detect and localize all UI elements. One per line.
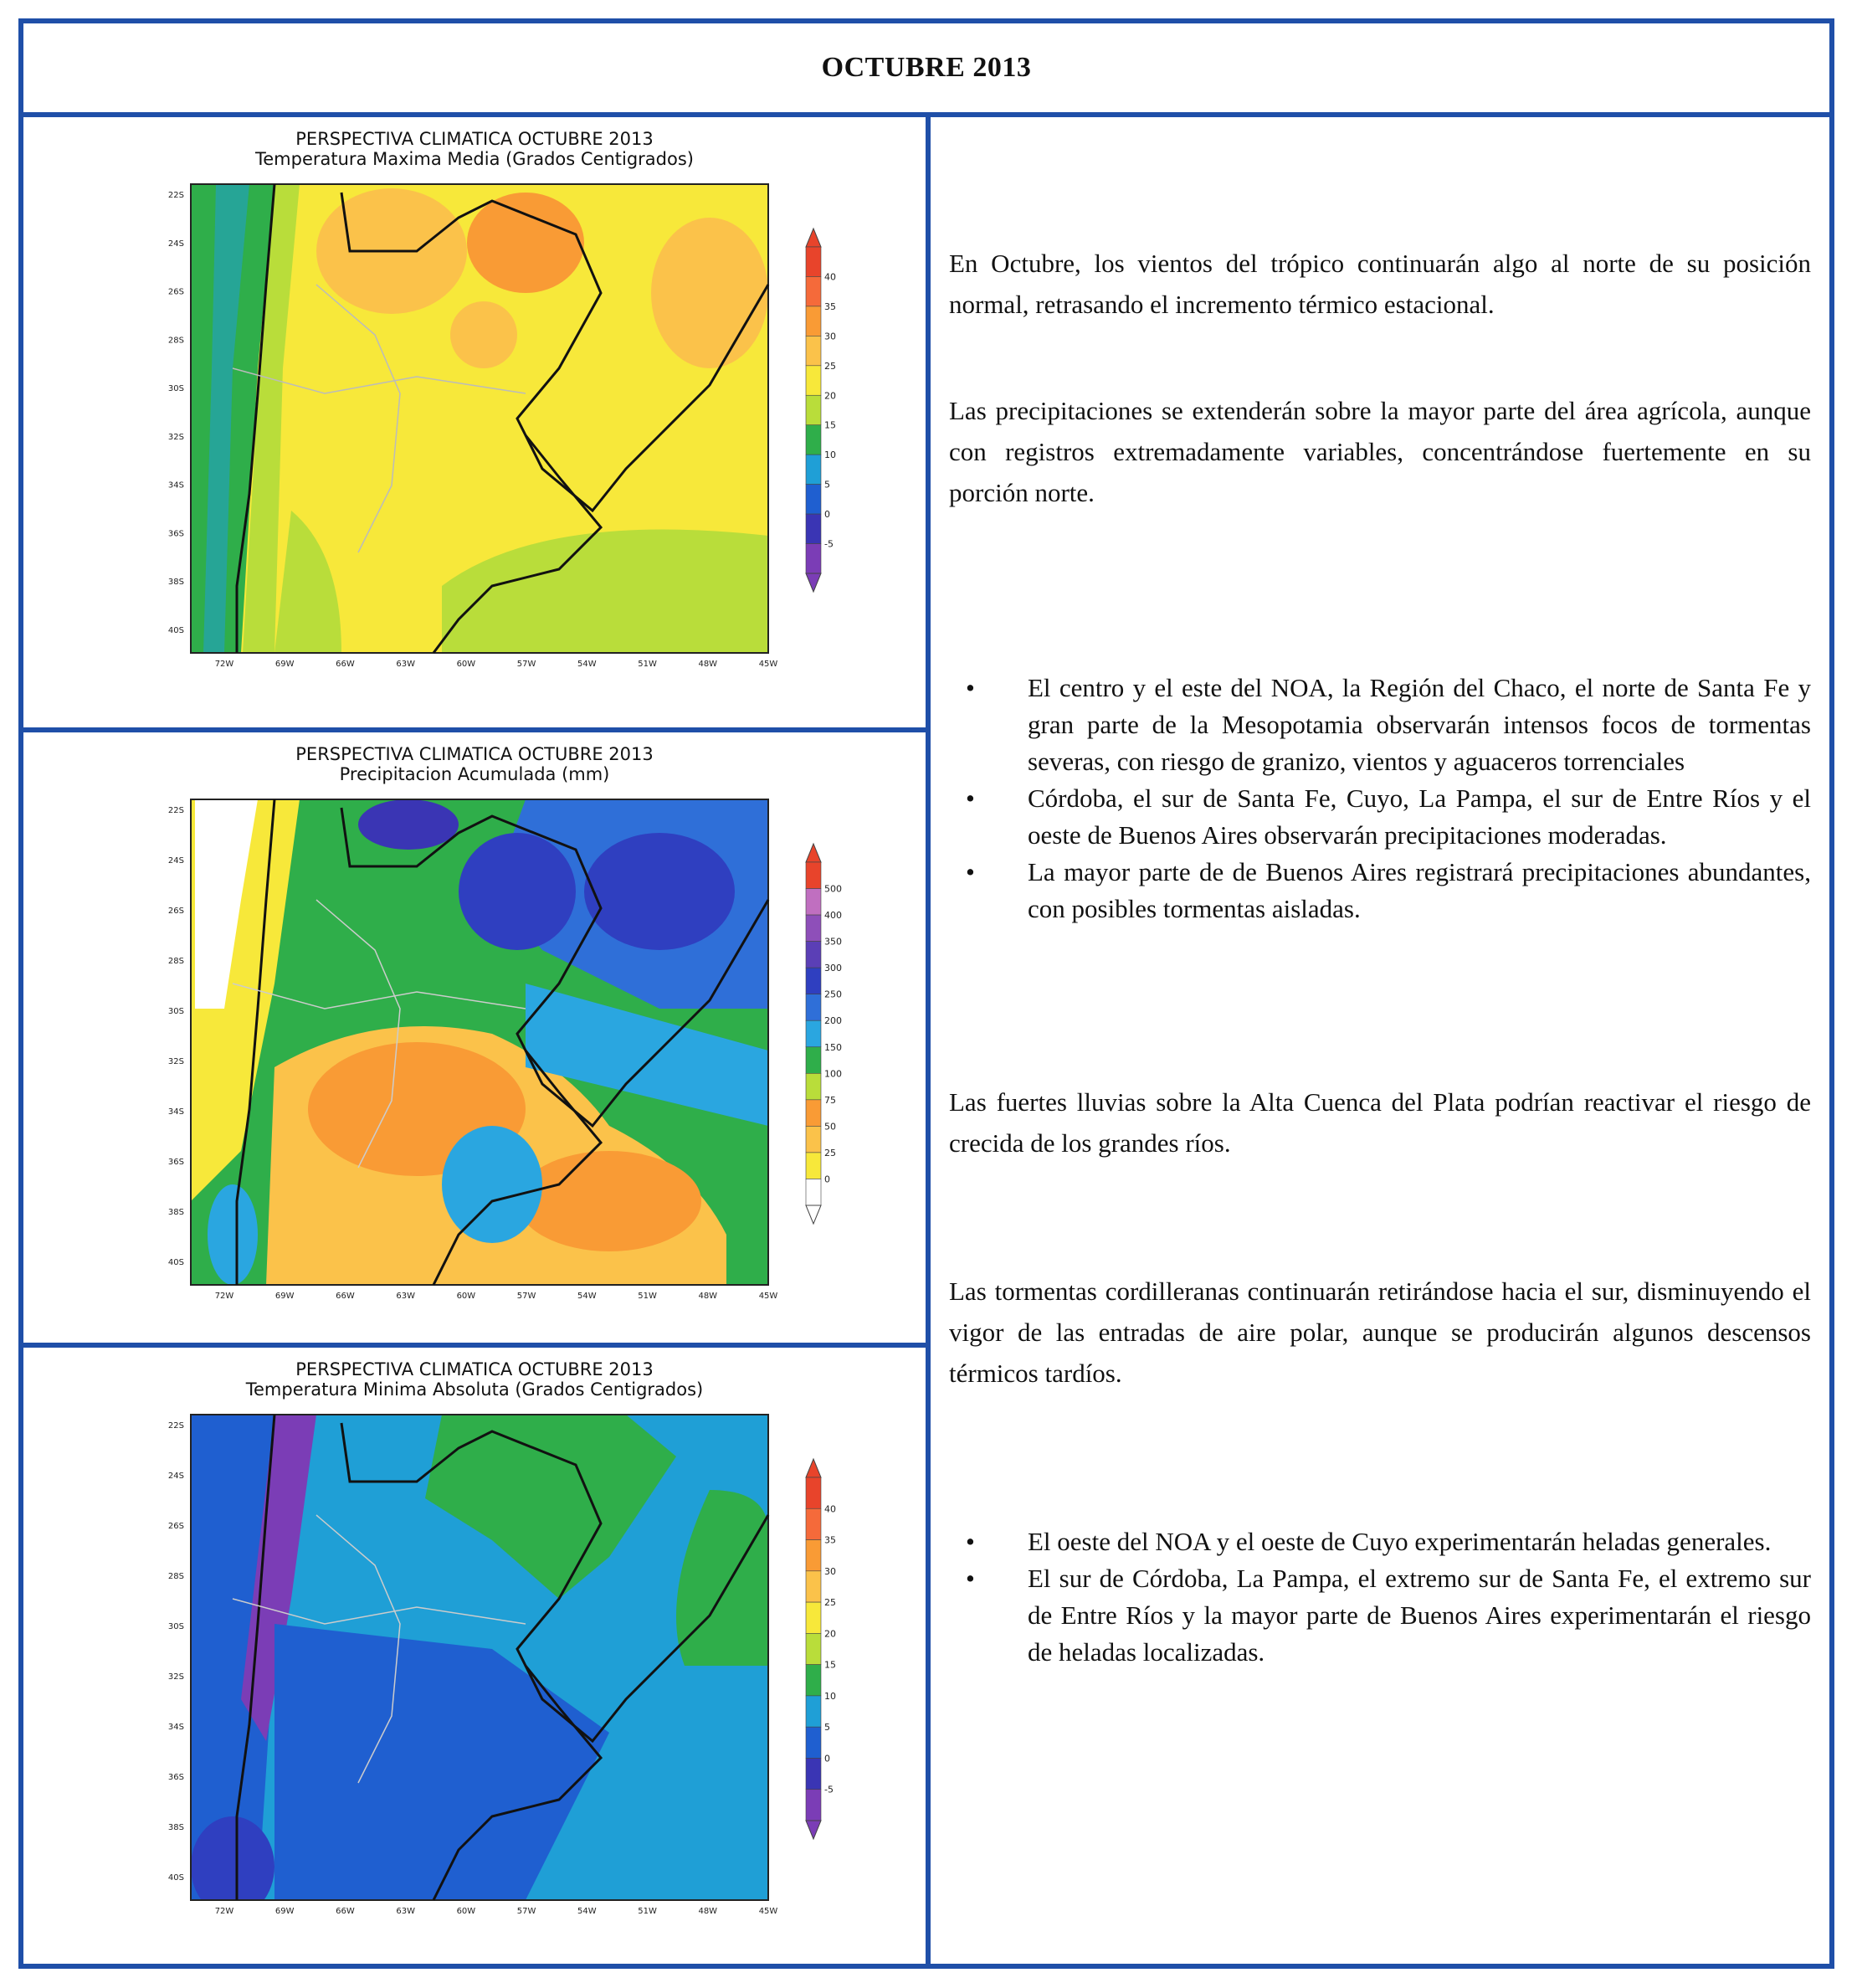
map-title-line1: PERSPECTIVA CLIMATICA OCTUBRE 2013 xyxy=(295,129,654,149)
lat-tick-label: 30S xyxy=(167,1622,184,1631)
list-item: • El oeste del NOA y el oeste de Cuyo experimentarán heladas generales. xyxy=(1028,1523,1811,1560)
page-frame xyxy=(18,18,1834,1969)
legend-precip xyxy=(23,732,926,1343)
colorbar-segment xyxy=(806,1477,821,1508)
lon-tick-label: 54W xyxy=(577,1292,597,1301)
colorbar-segment xyxy=(806,1790,821,1821)
colorbar-tick-label: 150 xyxy=(824,1041,842,1053)
colorbar-tick-label: 35 xyxy=(824,1534,836,1546)
lon-tick-label: 63W xyxy=(396,660,415,669)
lon-tick-label: 60W xyxy=(456,1292,476,1301)
lon-tick-label: 45W xyxy=(758,1907,778,1916)
colorbar-tick-label: 0 xyxy=(824,1174,830,1185)
colorbar-tick-label: 25 xyxy=(824,1147,836,1158)
lon-tick-label: 54W xyxy=(577,660,597,669)
colorbar-segment xyxy=(806,395,821,424)
colorbar-segment xyxy=(806,1508,821,1539)
map-title-line2: Precipitacion Acumulada (mm) xyxy=(339,764,610,784)
lat-tick-label: 34S xyxy=(167,480,184,491)
colorbar-tick-label: 10 xyxy=(824,1690,836,1702)
paragraph-precipitaciones: Las precipitaciones se extenderán sobre la mayor parte del área agrícola, aunque con registros extremadamente variables, concentrándose fuertemente en su porción norte. xyxy=(949,396,1811,507)
colorbar-tick-label: 0 xyxy=(824,1753,830,1765)
map-title-line2: Temperatura Minima Absoluta (Grados Centigrados) xyxy=(245,1379,704,1400)
colorbar-tick-label: 20 xyxy=(824,390,836,402)
colorbar-segment xyxy=(806,366,821,395)
lat-tick-label: 30S xyxy=(167,384,184,394)
lon-tick-label: 45W xyxy=(758,1292,778,1301)
colorbar-segment xyxy=(806,544,821,573)
lon-tick-label: 63W xyxy=(396,1907,415,1916)
lat-tick-label: 28S xyxy=(167,957,184,966)
colorbar-tick-label: 250 xyxy=(824,989,842,1000)
colorbar-segment xyxy=(806,1047,821,1074)
lat-tick-label: 28S xyxy=(167,1572,184,1581)
colorbar-segment xyxy=(806,1073,821,1100)
map-panel-tmax xyxy=(23,117,926,732)
lon-tick-label: 69W xyxy=(274,1907,295,1916)
lat-tick-label: 38S xyxy=(167,578,184,588)
lon-tick-label: 72W xyxy=(214,660,234,669)
lon-tick-label: 57W xyxy=(516,1292,536,1301)
colorbar-tick-label: -5 xyxy=(824,538,834,550)
legend-tmax xyxy=(23,117,926,727)
legend-tmin xyxy=(23,1348,926,1958)
colorbar-tick-label: 15 xyxy=(824,419,836,431)
colorbar-segment xyxy=(806,485,821,514)
colorbar-segment xyxy=(806,1602,821,1633)
lat-tick-label: 38S xyxy=(167,1208,184,1217)
colorbar-tick-label: 5 xyxy=(824,479,830,491)
lat-tick-label: 34S xyxy=(167,1107,184,1117)
lon-tick-label: 60W xyxy=(456,660,476,669)
lat-tick-label: 38S xyxy=(167,1823,184,1832)
colorbar-segment xyxy=(806,1153,821,1179)
colorbar-segment xyxy=(806,968,821,994)
lon-tick-label: 45W xyxy=(758,660,778,669)
colorbar-segment xyxy=(806,915,821,942)
colorbar-segment xyxy=(806,1100,821,1127)
lat-tick-label: 22S xyxy=(167,806,184,815)
title-row xyxy=(23,23,1829,117)
lat-tick-label: 22S xyxy=(167,1421,184,1431)
list-item: • El centro y el este del NOA, la Región del Chaco, el norte de Santa Fe y gran parte de la Mesopotamia observarán intensos focos de tormentas severas, con riesgo de granizo, vientos y aguaceros torrenciales xyxy=(1028,670,1811,780)
colorbar-segment xyxy=(806,306,821,336)
colorbar-segment xyxy=(806,1758,821,1789)
text-column xyxy=(931,117,1829,1964)
map-title-line1: PERSPECTIVA CLIMATICA OCTUBRE 2013 xyxy=(295,744,654,764)
colorbar-tick-label: 40 xyxy=(824,1503,836,1515)
colorbar-segment xyxy=(806,1179,821,1205)
colorbar-tick-label: 300 xyxy=(824,963,842,974)
colorbar-segment xyxy=(806,1665,821,1696)
lon-tick-label: 72W xyxy=(214,1292,234,1301)
colorbar-arrow-bottom xyxy=(806,1821,821,1839)
colorbar-tick-label: 25 xyxy=(824,1597,836,1609)
lat-tick-label: 36S xyxy=(167,529,184,539)
maps-column xyxy=(23,117,931,1964)
map-panel-precip xyxy=(23,732,926,1348)
bullet-list-heladas xyxy=(1028,1523,1811,1671)
map-title-line1: PERSPECTIVA CLIMATICA OCTUBRE 2013 xyxy=(295,1359,654,1379)
paragraph-cordilleranas: Las tormentas cordilleranas continuarán retirándose hacia el sur, disminuyendo el vigor de las entradas de aire polar, aunque se producirán algunos descensos térmicos tardíos. xyxy=(949,1277,1811,1388)
colorbar-tick-label: 15 xyxy=(824,1659,836,1671)
colorbar-segment xyxy=(806,994,821,1021)
lon-tick-label: 48W xyxy=(698,1292,718,1301)
lon-tick-label: 54W xyxy=(577,1907,597,1916)
lon-tick-label: 69W xyxy=(274,1292,295,1301)
colorbar-tick-label: -5 xyxy=(824,1784,834,1795)
lon-tick-label: 66W xyxy=(336,1292,355,1301)
lon-tick-label: 48W xyxy=(698,660,718,669)
colorbar-tick-label: 5 xyxy=(824,1722,830,1734)
lat-tick-label: 32S xyxy=(167,432,184,442)
colorbar-segment xyxy=(806,1126,821,1153)
colorbar-segment xyxy=(806,1633,821,1664)
colorbar-tick-label: 35 xyxy=(824,301,836,312)
colorbar-tick-label: 200 xyxy=(824,1015,842,1027)
colorbar-segment xyxy=(806,425,821,455)
colorbar-tick-label: 75 xyxy=(824,1094,836,1106)
lat-tick-label: 26S xyxy=(167,287,184,297)
colorbar-segment xyxy=(806,1696,821,1727)
lat-tick-label: 30S xyxy=(167,1007,184,1016)
lat-tick-label: 26S xyxy=(167,1522,184,1531)
lon-tick-label: 72W xyxy=(214,1907,234,1916)
list-item: • El sur de Córdoba, La Pampa, el extremo sur de Santa Fe, el extremo sur de Entre Ríos y la mayor parte de Buenos Aires experimentarán el riesgo de heladas localizadas. xyxy=(1028,1560,1811,1671)
colorbar-tick-label: 0 xyxy=(824,509,830,521)
colorbar-arrow-bottom xyxy=(806,1205,821,1224)
map-panel-tmin xyxy=(23,1348,926,1963)
colorbar-arrow-top xyxy=(806,229,821,247)
lon-tick-label: 48W xyxy=(698,1907,718,1916)
colorbar-tick-label: 100 xyxy=(824,1068,842,1080)
page-title: OCTUBRE 2013 xyxy=(821,52,1032,83)
colorbar-tick-label: 10 xyxy=(824,449,836,461)
lon-tick-label: 66W xyxy=(336,660,355,669)
colorbar-tick-label: 350 xyxy=(824,936,842,948)
bullet-list-tormentas xyxy=(1028,670,1811,927)
colorbar-arrow-bottom xyxy=(806,573,821,592)
colorbar-segment xyxy=(806,247,821,276)
colorbar-tick-label: 30 xyxy=(824,331,836,342)
colorbar-tick-label: 50 xyxy=(824,1121,836,1133)
paragraph-alta-cuenca: Las fuertes lluvias sobre la Alta Cuenca del Plata podrían reactivar el riesgo de crecida de los grandes ríos. xyxy=(949,1087,1811,1158)
lon-tick-label: 60W xyxy=(456,1907,476,1916)
lat-tick-label: 40S xyxy=(167,1873,184,1883)
lat-tick-label: 24S xyxy=(167,239,184,249)
colorbar-segment xyxy=(806,1020,821,1047)
map-title-line2: Temperatura Maxima Media (Grados Centigrados) xyxy=(255,149,694,169)
colorbar-segment xyxy=(806,1540,821,1571)
lon-tick-label: 63W xyxy=(396,1292,415,1301)
colorbar-arrow-top xyxy=(806,844,821,862)
colorbar-segment xyxy=(806,455,821,484)
list-item: • Córdoba, el sur de Santa Fe, Cuyo, La Pampa, el sur de Entre Ríos y el oeste de Buenos Aires observarán precipitaciones moderadas. xyxy=(1028,780,1811,854)
colorbar-segment xyxy=(806,862,821,889)
lat-tick-label: 40S xyxy=(167,626,184,635)
lat-tick-label: 36S xyxy=(167,1158,184,1167)
colorbar-arrow-top xyxy=(806,1459,821,1477)
lat-tick-label: 32S xyxy=(167,1672,184,1682)
colorbar-tick-label: 500 xyxy=(824,883,842,895)
colorbar-segment xyxy=(806,942,821,968)
lat-tick-label: 40S xyxy=(167,1258,184,1267)
lat-tick-label: 22S xyxy=(167,191,184,200)
colorbar-segment xyxy=(806,276,821,306)
colorbar-tick-label: 40 xyxy=(824,271,836,283)
lon-tick-label: 51W xyxy=(638,660,657,669)
colorbar-tick-label: 20 xyxy=(824,1628,836,1640)
lat-tick-label: 24S xyxy=(167,1472,184,1481)
colorbar-segment xyxy=(806,336,821,365)
colorbar-tick-label: 400 xyxy=(824,910,842,922)
colorbar-tick-label: 25 xyxy=(824,360,836,372)
lat-tick-label: 34S xyxy=(167,1723,184,1732)
lat-tick-label: 24S xyxy=(167,856,184,866)
lat-tick-label: 26S xyxy=(167,907,184,916)
list-item: • La mayor parte de de Buenos Aires registrará precipitaciones abundantes, con posibles tormentas aisladas. xyxy=(1028,854,1811,927)
colorbar-segment xyxy=(806,1571,821,1602)
lon-tick-label: 66W xyxy=(336,1907,355,1916)
colorbar-segment xyxy=(806,1727,821,1758)
colorbar-segment xyxy=(806,514,821,543)
lat-tick-label: 28S xyxy=(167,336,184,346)
colorbar-segment xyxy=(806,889,821,916)
lon-tick-label: 57W xyxy=(516,660,536,669)
lat-tick-label: 36S xyxy=(167,1773,184,1782)
lon-tick-label: 51W xyxy=(638,1907,657,1916)
lon-tick-label: 51W xyxy=(638,1292,657,1301)
paragraph-vientos: En Octubre, los vientos del trópico continuarán algo al norte de su posición normal, retrasando el incremento térmico estacional. xyxy=(949,249,1811,319)
lon-tick-label: 57W xyxy=(516,1907,536,1916)
colorbar-tick-label: 30 xyxy=(824,1565,836,1577)
lon-tick-label: 69W xyxy=(274,660,295,669)
lat-tick-label: 32S xyxy=(167,1057,184,1066)
